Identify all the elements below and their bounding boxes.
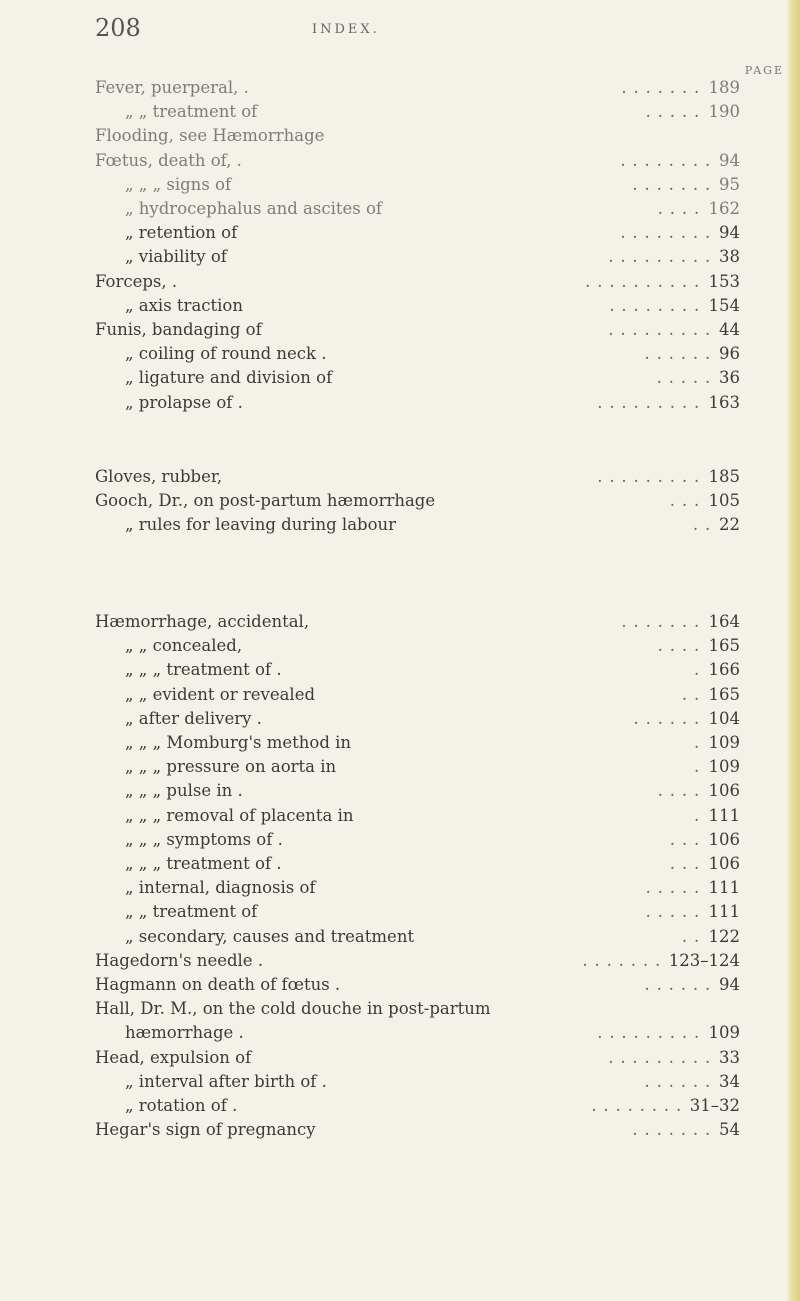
leader-dots: . . . . . .	[644, 975, 711, 994]
index-entry	[95, 1118, 740, 1142]
page-reference: 109	[708, 733, 740, 752]
leader-dots: . . . . . . . . .	[597, 1023, 700, 1043]
leader-dots: . . . . . . . . .	[608, 320, 711, 339]
page-reference: 164	[708, 612, 740, 631]
leader-dots: . . . . . . .	[582, 950, 661, 970]
page-reference: 106	[708, 781, 740, 801]
page-reference: 105	[708, 491, 740, 511]
index-entry	[125, 1021, 740, 1045]
entry-text: „ interval after birth of .	[125, 1071, 327, 1091]
leader-dots: . . . . . . . . .	[597, 467, 700, 486]
entry-text: „ „ treatment of	[125, 902, 258, 922]
page-reference: 185	[708, 467, 740, 486]
entry-text: Funis, bandaging of	[95, 320, 262, 339]
index-entry	[95, 997, 740, 1021]
leader-dots: .	[693, 757, 700, 777]
page-reference: 94	[719, 223, 740, 243]
page-reference: 163	[708, 392, 740, 412]
index-entry	[125, 828, 740, 852]
index-entry	[125, 1094, 740, 1118]
page-reference: 54	[719, 1120, 740, 1140]
entry-text: „ „ „ signs of	[125, 174, 232, 194]
index-entry	[95, 76, 740, 100]
entry-text: „ „ „ removal of placenta in	[125, 805, 354, 825]
entry-text: Fever, puerperal, .	[95, 78, 249, 97]
leader-dots: . . . . . . . .	[620, 223, 711, 243]
running-head: INDEX.	[312, 22, 380, 37]
index-entry	[125, 804, 740, 828]
index-entry	[95, 489, 740, 513]
index-entry	[125, 755, 740, 779]
leader-dots: . .	[681, 926, 700, 946]
entry-text: Fœtus, death of, .	[95, 150, 242, 170]
page-number: 208	[95, 14, 141, 42]
entry-text: hæmorrhage .	[125, 1023, 244, 1043]
page-reference: 96	[719, 344, 740, 364]
leader-dots: . . . . . . . . .	[608, 1047, 711, 1067]
leader-dots: . . . . . . .	[632, 1120, 711, 1140]
page-reference: 34	[719, 1071, 740, 1091]
page-reference: 109	[708, 1023, 740, 1043]
entry-text: „ „ treatment of	[125, 102, 258, 122]
entry-text: Gooch, Dr., on post-partum hæmorrhage	[95, 491, 436, 511]
leader-dots: . . . . . . .	[632, 174, 711, 194]
leader-dots: . . . . . . . .	[609, 295, 700, 315]
entry-text: „ axis traction	[125, 295, 243, 315]
page-reference: 190	[708, 102, 740, 122]
page-reference: 165	[708, 684, 740, 704]
entry-text: „ secondary, causes and treatment	[125, 926, 415, 946]
index-entry	[125, 391, 740, 415]
page-reference: 106	[708, 854, 740, 873]
leader-dots: . . . . . .	[633, 708, 700, 728]
index-entry	[125, 707, 740, 731]
entry-text: Hagedorn's needle .	[95, 950, 264, 970]
entry-text: Hall, Dr. M., on the cold douche in post-partum	[95, 999, 491, 1019]
leader-dots: .	[693, 805, 700, 825]
page-header	[95, 14, 740, 54]
page-reference: 154	[708, 295, 740, 315]
entry-text: „ „ „ pulse in .	[125, 781, 243, 801]
entry-text: Hagmann on death of fœtus .	[95, 975, 341, 994]
index-entry	[125, 779, 740, 803]
page-reference: 38	[719, 247, 740, 267]
page-reference: 95	[719, 174, 740, 194]
index-entry	[125, 1070, 740, 1094]
entry-text: Gloves, rubber,	[95, 467, 223, 486]
entry-text: „ „ „ treatment of .	[125, 660, 282, 680]
index-entry	[95, 973, 740, 997]
entry-text: „ prolapse of .	[125, 392, 243, 412]
entry-text: „ coiling of round neck .	[125, 344, 327, 364]
leader-dots: . . . . . . . .	[620, 150, 711, 170]
index-entry	[125, 900, 740, 924]
leader-dots: . . . . . . . . .	[608, 247, 711, 267]
leader-dots: . .	[681, 684, 700, 704]
page-reference: 31–32	[689, 1096, 740, 1115]
entry-text: „ „ „ symptoms of .	[125, 829, 283, 849]
page-reference: 44	[719, 320, 740, 339]
index-entry	[95, 949, 740, 973]
entry-text: Forceps, .	[95, 271, 178, 291]
leader-dots: . . . .	[657, 636, 700, 656]
entry-text: „ viability of	[125, 247, 227, 267]
index-entry	[125, 876, 740, 900]
leader-dots: . . . . . . . . . .	[585, 271, 700, 291]
index-entry	[125, 100, 740, 124]
index-entry	[95, 610, 740, 634]
index-entry	[125, 197, 740, 221]
leader-dots: .	[693, 733, 700, 752]
entry-text: Hæmorrhage, accidental,	[95, 612, 310, 631]
page-column-label: PAGE	[744, 64, 784, 77]
page-reference: 165	[708, 636, 740, 656]
page-reference: 109	[708, 757, 740, 777]
leader-dots: . . . . .	[645, 878, 700, 898]
leader-dots: . . . . . . .	[621, 612, 700, 631]
entry-text: „ „ „ Momburg's method in	[125, 733, 352, 752]
index-entry	[95, 124, 740, 148]
leader-dots: .	[693, 660, 700, 680]
index-entry	[125, 342, 740, 366]
index-entry	[95, 465, 740, 489]
entry-text: „ rules for leaving during labour	[125, 515, 397, 535]
page-reference: 189	[708, 78, 740, 97]
index-entry	[125, 658, 740, 682]
index-entry	[125, 731, 740, 755]
page-reference: 22	[719, 515, 740, 535]
leader-dots: . . . . .	[645, 902, 700, 922]
page-reference: 111	[708, 902, 740, 922]
leader-dots: . . . . . .	[644, 1071, 711, 1091]
entry-text: „ hydrocephalus and ascites of	[125, 199, 383, 218]
page-reference: 111	[708, 805, 740, 825]
leader-dots: . . . . . . .	[621, 78, 700, 97]
leader-dots: . .	[692, 515, 711, 535]
leader-dots: . . . . . .	[644, 344, 711, 364]
index-entry	[125, 366, 740, 390]
entry-text: „ ligature and division of	[125, 368, 333, 388]
page-reference: 106	[708, 829, 740, 849]
leader-dots: . . . . . . . .	[591, 1096, 682, 1115]
entry-text: „ after delivery .	[125, 708, 262, 728]
page-reference: 94	[719, 975, 740, 994]
leader-dots: . . . . . . . . .	[597, 392, 700, 412]
index-entry	[95, 318, 740, 342]
entry-text: „ „ „ pressure on aorta in	[125, 757, 337, 777]
leader-dots: . . . . .	[645, 102, 700, 122]
page-reference: 166	[708, 660, 740, 680]
entry-text: „ internal, diagnosis of	[125, 878, 316, 898]
leader-dots: . . .	[669, 829, 700, 849]
index-entry	[125, 294, 740, 318]
entry-text: „ „ evident or revealed	[125, 684, 316, 704]
index-entry	[125, 852, 740, 876]
leader-dots: . . . . .	[656, 368, 711, 388]
page-reference: 33	[719, 1047, 740, 1067]
index-entry	[125, 245, 740, 269]
leader-dots: . . . .	[657, 781, 700, 801]
page-reference: 122	[708, 926, 740, 946]
page-reference: 153	[708, 271, 740, 291]
index-entry	[95, 149, 740, 173]
index-entry	[125, 683, 740, 707]
entry-text: „ „ „ treatment of .	[125, 854, 282, 873]
index-entry	[125, 925, 740, 949]
entry-text: „ retention of	[125, 223, 238, 243]
leader-dots: . . .	[669, 854, 700, 873]
index-entry	[95, 270, 740, 294]
entry-text: „ rotation of .	[125, 1096, 238, 1115]
index-entry	[125, 513, 740, 537]
leader-dots: . . . .	[657, 199, 700, 218]
entry-text: Flooding, see Hæmorrhage	[95, 126, 325, 146]
page-reference: 123–124	[668, 950, 740, 970]
entry-text: Head, expulsion of	[95, 1047, 252, 1067]
index-entry	[125, 634, 740, 658]
index-entry	[125, 173, 740, 197]
entry-text: Hegar's sign of pregnancy	[95, 1120, 316, 1140]
entry-text: „ „ concealed,	[125, 636, 243, 656]
page-reference: 94	[719, 150, 740, 170]
index-entry	[95, 1046, 740, 1070]
page-reference: 104	[708, 708, 740, 728]
index-entry	[125, 221, 740, 245]
page-edge	[786, 0, 800, 1301]
page-reference: 111	[708, 878, 740, 898]
leader-dots: . . .	[669, 491, 700, 511]
page-reference: 162	[708, 199, 740, 218]
page-reference: 36	[719, 368, 740, 388]
